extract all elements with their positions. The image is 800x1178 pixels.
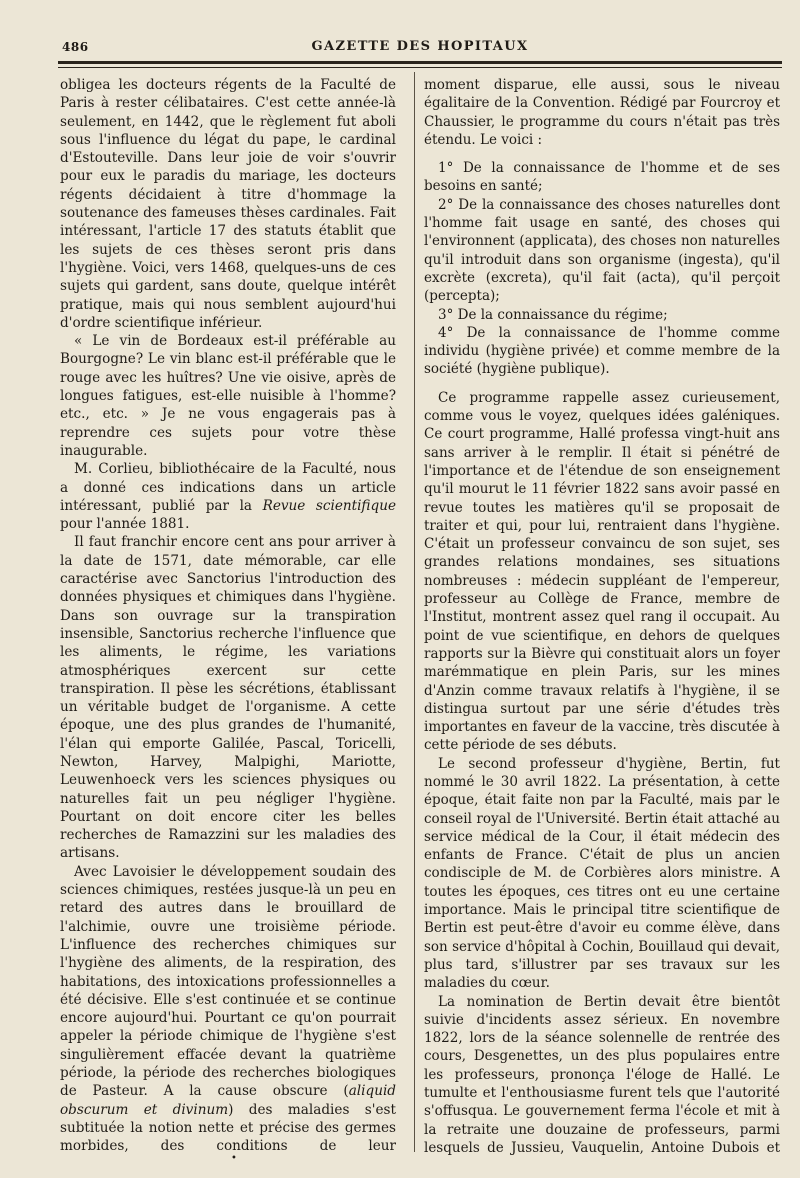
latin-phrase: aliquid obscurum et divinum: [60, 1083, 396, 1118]
paragraph: moment disparue, elle aussi, sous le niveau égalitaire de la Convention. Rédigé par Fourcroy et Chaussier, le programme du cours n'était pas très étendu. Le voici :: [424, 77, 780, 148]
header-rule-thin: [58, 67, 782, 68]
paragraph: obligea les docteurs régents de la Faculté de Paris à rester célibataires. C'est cette année-là seulement, en 1442, que le règlement fut aboli sous l'influence du légat du pape, le cardinal d'Estouteville. Dans leur joie de voir s'ouvrir pour eux le paradis du mariage, les docteurs régents décidaient à titre d'hommage la soutenance des fameuses thèses cardinales. Fait intéressant, l'article 17 des statuts établit que les sujets de ces thèses seront pris dans l'hygiène. Voici, vers 1468, quelques-uns de ces sujets qui gardent, sans doute, quelque intérêt pratique, mais qui nous semblent aujourd'hui d'ordre scientifique inférieur.: [60, 77, 396, 331]
page-number: 486: [62, 40, 89, 54]
paragraph: « Le vin de Bordeaux est-il préférable au Bourgogne? Le vin blanc est-il préférable que le rouge avec les huîtres? Une vie oisive, après de longues fatigues, est-elle nuisible à l'homme? etc., etc. » Je ne vous engagerais pas à reprendre ces sujets pour votre thèse inaugurable.: [60, 333, 396, 459]
column-divider: [414, 72, 415, 1152]
left-column: [60, 76, 396, 1156]
paragraph: Ce programme rappelle assez curieusement, comme vous le voyez, quelques idées galéniques. Ce court programme, Hallé professa vingt-huit ans sans arriver à le remplir. Il était si pénétré de l'importance et de l'étendue de son enseignement qu'il mourut le 11 février 1822 sans avoir passé en revue toutes les matières qu'il se proposait de traiter et qui, pour lui, rentraient dans l'hygiène. C'était un professeur convaincu de son sujet, ses grandes relations mondaines, ses situations nombreuses : médecin suppléant de l'empereur, professeur au Collège de France, membre de l'Institut, montrent assez quel rang il occupait. Au point de vue scientifique, en dehors de quelques rapports sur la Bièvre qui constituait alors un foyer marémmatique en plein Paris, sur les mines d'Anzin comme travaux relatifs à l'hygiène, il se distingua surtout par une série d'études très importantes en faveur de la vaccine, très discutée à cette période de ses débuts.: [424, 389, 780, 754]
paragraph-text: ) des maladies s'est subtituée la notion nette et précise des germes morbides, des conditions de leur: [60, 1101, 396, 1155]
journal-title: GAZETTE DES HOPITAUX: [311, 39, 529, 54]
footer-mark: •: [231, 1153, 237, 1164]
paragraph: [60, 460, 396, 533]
page-header: [58, 36, 782, 56]
paragraph-text: pour l'année 1881.: [60, 516, 190, 533]
list-item: 2° De la connaissance des choses naturelles dont l'homme fait usage en santé, des choses qui l'environnent (applicata), des choses non naturelles qu'il introduit dans son organisme (ingesta), qu'il excrète (excreta), qu'il fait (acta), qu'il perçoit (percepta);: [424, 196, 780, 305]
paragraph: La nomination de Bertin devait être bientôt suivie d'incidents assez sérieux. En novembre 1822, lors de la séance solennelle de rentrée des cours, Desgenettes, un des plus populaires entre les professeurs, prononça l'éloge de Hallé. Le tumulte et l'enthousiasme furent tels que l'autorité s'offusqua. Le gouvernement ferma l'école et mit à la retraite une douzaine de professeurs, parmi lesquels de Jussieu, Vauquelin, Antoine Dubois et: [424, 993, 780, 1156]
list-item: 4° De la connaissance de l'homme comme individu (hygiène privée) et comme membre de la société (hygiène publique).: [424, 324, 780, 378]
paragraph-text: Avec Lavoisier le développement soudain des sciences chimiques, restées jusque-là un peu en retard des autres dans le brouillard de l'alchimie, ouvre une troisième période. L'influence des recherches chimiques sur l'hygiène des aliments, de la respiration, des habitations, des intoxications professionnelles a été décisive. Elle s'est continuée et se continue encore aujourd'hui. Pourtant ce qu'on pourrait appeler la période chimique de l'hygiène s'est singulièrement effacée devant la quatrième période, la période des recherches biologiques de Pasteur. A la cause obscure (: [60, 863, 396, 1100]
paragraph: [60, 863, 396, 1156]
right-column: [424, 76, 780, 1156]
journal-reference: Revue scientifique: [262, 497, 396, 514]
list-item: 3° De la connaissance du régime;: [438, 306, 668, 323]
paragraph: Il faut franchir encore cent ans pour arriver à la date de 1571, date mémorable, car elle caractérise avec Sanctorius l'introduction des données physiques et chimiques dans l'hygiène. Dans son ouvrage sur la transpiration insensible, Sanctorius recherche l'influence que les aliments, le régime, les variations atmosphériques exercent sur cette transpiration. Il pèse les sécrétions, établissant un véritable budget de l'organisme. A cette époque, une des plus grandes de l'humanité, l'élan qui emporte Galilée, Pascal, Toricelli, Newton, Harvey, Malpighi, Mariotte, Leuwenhoeck vers les sciences physiques ou naturelles fait un peu négliger l'hygiène. Pourtant on doit encore citer les belles recherches de Ramazzini sur les maladies des artisans.: [60, 534, 396, 862]
list-item: 1° De la connaissance de l'homme et de ses besoins en santé;: [424, 160, 780, 195]
paragraph-text: M. Corlieu, bibliothécaire de la Faculté, nous a donné ces indications dans un article intéressant, publié par la: [60, 461, 396, 514]
paragraph: Le second professeur d'hygiène, Bertin, fut nommé le 30 avril 1822. La présentation, à cette époque, était faite non par la Faculté, mais par le conseil royal de l'Université. Bertin était attaché au service médical de la Cour, il était médecin des enfants de France. C'était de plus un ancien condisciple de M. de Corbières alors ministre. A toutes les époques, ces titres ont eu une certaine importance. Mais le principal titre scientifique de Bertin est peut-être d'avoir eu comme élève, dans son service d'hôpital à Cochin, Bouillaud qui devait, plus tard, s'illustrer par ses travaux sur les maladies du cœur.: [424, 755, 780, 992]
header-rule-thick: [58, 61, 782, 64]
